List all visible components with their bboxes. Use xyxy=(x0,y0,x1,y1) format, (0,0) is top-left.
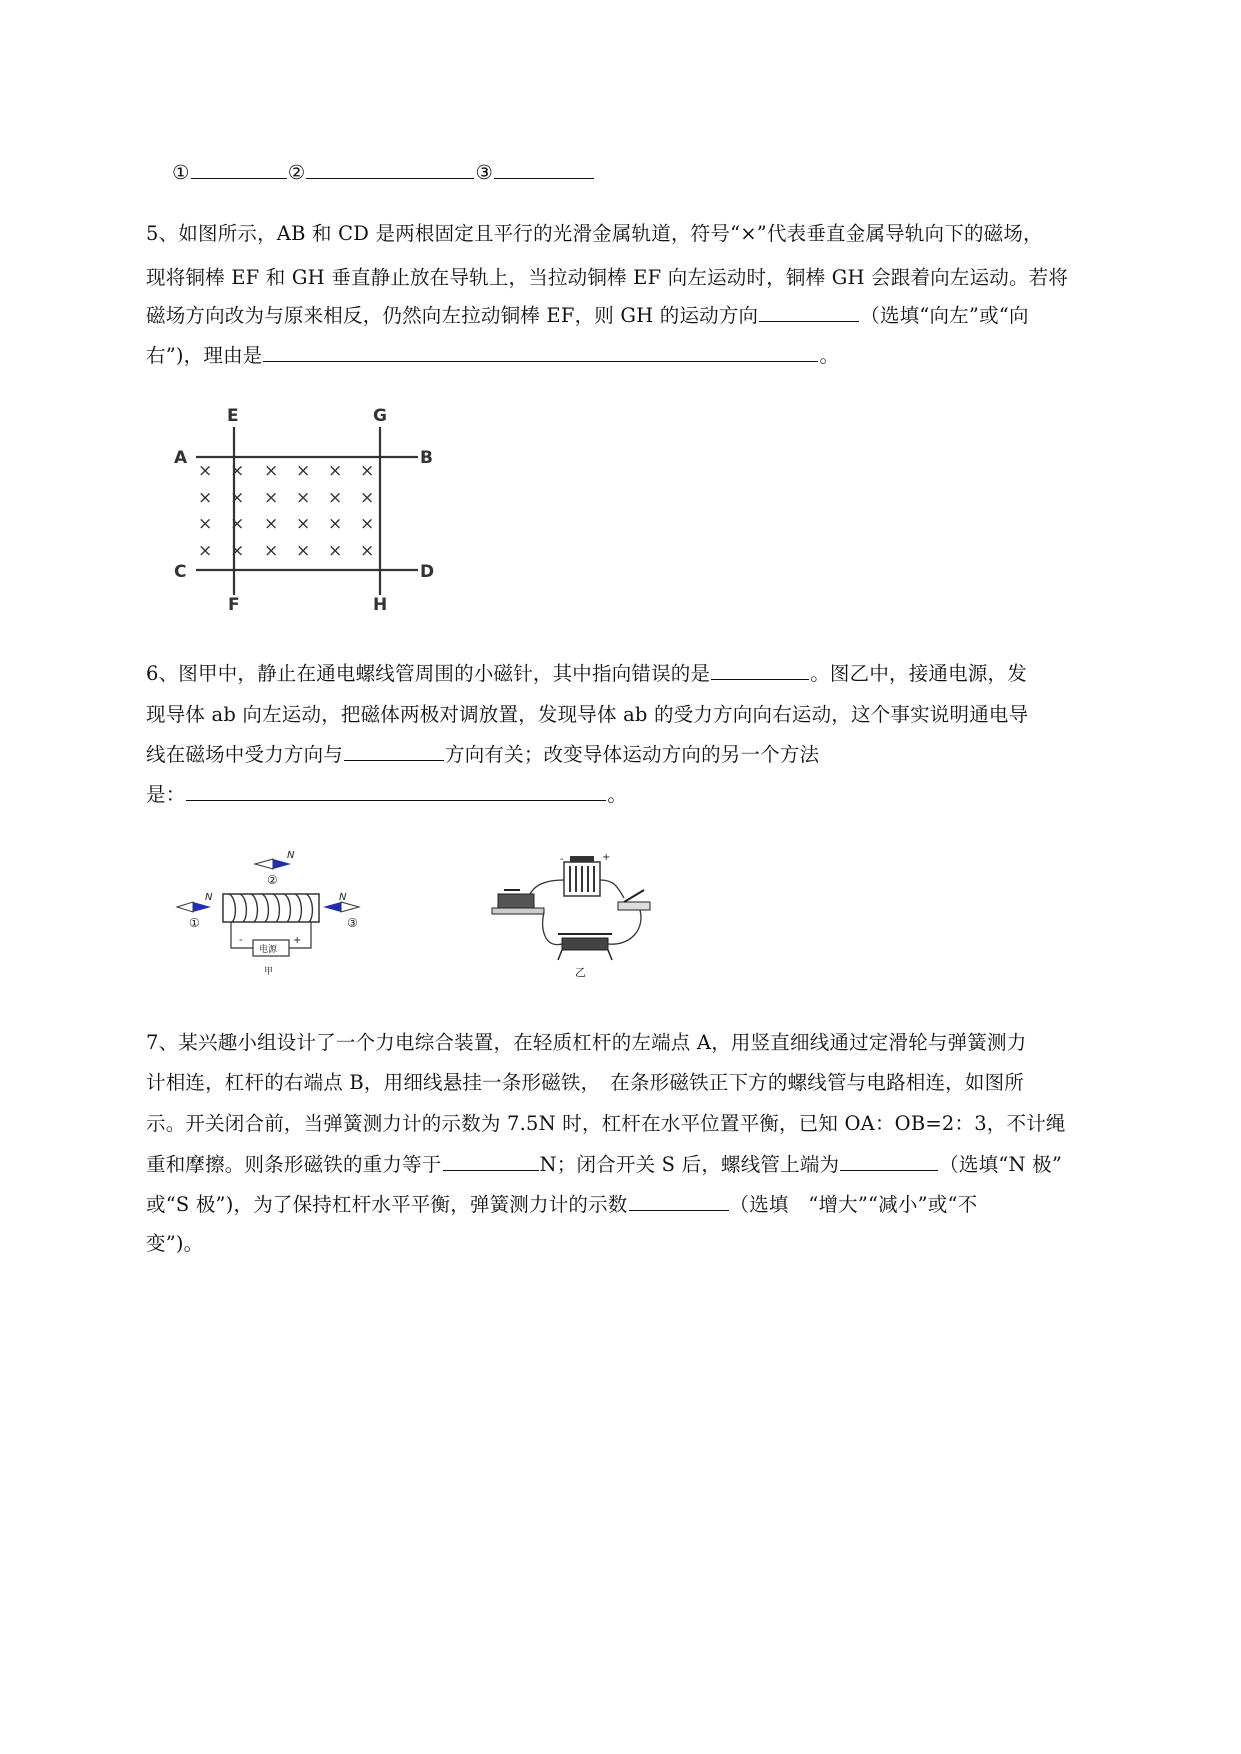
q6-line-3-text-b: 方向有关；改变导体运动方向的另一个方法 xyxy=(445,743,820,766)
power-source-label: 电源 xyxy=(259,945,278,955)
q4-circle-2: ② xyxy=(287,161,306,184)
q5-rail-figure xyxy=(168,405,448,615)
q7-line-5-text-a: 或“S 极”)，为了保持杠杆水平平衡，弹簧测力计的示数 xyxy=(146,1193,628,1216)
q6-line-3 xyxy=(146,742,819,767)
q7-blank-reading[interactable] xyxy=(629,1192,729,1211)
field-cross: × xyxy=(198,514,213,534)
field-cross: × xyxy=(230,461,245,481)
field-cross: × xyxy=(296,461,311,481)
battery-pack xyxy=(564,856,600,896)
minus-sign: - xyxy=(239,935,243,946)
compass-needle-1 xyxy=(177,902,211,912)
field-cross: × xyxy=(198,488,213,508)
q5-line-3 xyxy=(146,303,1029,328)
coil-loop xyxy=(306,894,312,922)
q5-line-3-text-b: （选填“向左”或“向 xyxy=(860,304,1029,327)
field-cross: × xyxy=(264,514,279,534)
q5-line-3-text-a: 磁场方向改为与原来相反，仍然向左拉动铜棒 EF，则 GH 的运动方向 xyxy=(146,304,759,327)
field-cross: × xyxy=(328,488,343,508)
q6-line-4 xyxy=(146,782,627,807)
field-cross: × xyxy=(296,488,311,508)
coil-loop xyxy=(295,894,301,922)
q7-line-5-text-b: （选填 “增大”“减小”或“不 xyxy=(729,1193,978,1216)
q5-blank-reason[interactable] xyxy=(263,343,818,362)
label-a: A xyxy=(174,448,188,468)
q4-answer-line xyxy=(172,160,595,185)
q7-line-4-text-c: （选填“N 极” xyxy=(939,1153,1063,1176)
q7-line-4 xyxy=(146,1152,1062,1177)
plus-sign: + xyxy=(293,935,302,946)
solenoid-coil xyxy=(229,894,312,922)
q7-blank-pole[interactable] xyxy=(840,1152,938,1171)
needle-1-mark: ① xyxy=(189,916,200,930)
q5-line-4 xyxy=(146,343,839,368)
q5-blank-direction[interactable] xyxy=(759,303,859,322)
label-c: C xyxy=(174,562,187,582)
field-cross: × xyxy=(230,488,245,508)
q7-line-4-text-a: 重和摩擦。则条形磁铁的重力等于 xyxy=(146,1153,442,1176)
q7-line-2: 计相连，杠杆的右端点 B，用细线悬挂一条形磁铁， 在条形磁铁正下方的螺线管与电路相连，如图所 xyxy=(146,1071,1024,1094)
needle-3-n: N xyxy=(339,892,347,903)
q6-blank-direction[interactable] xyxy=(344,742,444,761)
q6-figure-jia xyxy=(175,850,385,980)
q5-line-2: 现将铜棒 EF 和 GH 垂直静止放在导轨上，当拉动铜棒 EF 向左运动时，铜棒 GH 会跟着向左运动。若将 xyxy=(146,266,1069,289)
field-cross: × xyxy=(264,541,279,561)
label-e: E xyxy=(227,406,239,426)
q7-line-6: 变”)。 xyxy=(146,1232,204,1255)
q5-line-4-text-b: 。 xyxy=(819,344,840,367)
label-d: D xyxy=(420,562,435,582)
needle-2-mark: ② xyxy=(267,873,278,887)
compass-needle-3 xyxy=(323,902,359,912)
q6-line-4-text-a: 是： xyxy=(146,783,186,806)
coil-loop xyxy=(262,894,268,922)
q6-line-3-text-a: 线在磁场中受力方向与 xyxy=(146,743,344,766)
needle-2-n: N xyxy=(287,850,295,861)
rheostat xyxy=(492,890,544,914)
coil-loop xyxy=(251,894,257,922)
field-cross: × xyxy=(198,541,213,561)
coil-loop xyxy=(273,894,279,922)
figure-yi-caption: 乙 xyxy=(575,966,586,979)
q7-line-5 xyxy=(146,1192,977,1217)
q6-blank-wrong-needle[interactable] xyxy=(711,661,809,680)
battery-plus: + xyxy=(602,852,611,863)
coil-loop xyxy=(229,894,235,922)
q6-line-1-text-b: 。图乙中，接通电源，发 xyxy=(810,662,1027,685)
magnet-apparatus xyxy=(558,934,612,960)
label-h: H xyxy=(373,595,388,615)
q4-circle-1: ① xyxy=(172,161,190,184)
q4-blank-1[interactable] xyxy=(191,160,287,179)
q7-line-3: 示。开关闭合前，当弹簧测力计的示数为 7.5N 时，杠杆在水平位置平衡，已知 OA：OB=2：3，不计绳 xyxy=(146,1112,1066,1135)
field-cross: × xyxy=(328,541,343,561)
q5-line-4-text-a: 右”)，理由是 xyxy=(146,344,263,367)
field-cross: × xyxy=(264,461,279,481)
label-g: G xyxy=(373,406,387,426)
q7-line-1: 7、某兴趣小组设计了一个力电综合装置，在轻质杠杆的左端点 A，用竖直细线通过定滑轮与弹簧测力 xyxy=(146,1031,1027,1054)
coil-loop xyxy=(284,894,290,922)
field-cross: × xyxy=(296,514,311,534)
field-cross: × xyxy=(230,514,245,534)
q6-blank-method[interactable] xyxy=(186,782,606,801)
field-cross: × xyxy=(360,488,375,508)
needle-3-mark: ③ xyxy=(347,916,358,930)
q5-line-1: 5、如图所示，AB 和 CD 是两根固定且平行的光滑金属轨道，符号“×”代表垂直金属导轨向下的磁场， xyxy=(146,222,1043,245)
figure-jia-caption: 甲 xyxy=(264,967,274,977)
switch xyxy=(618,890,650,910)
coil-loop xyxy=(240,894,246,922)
q6-line-1-text-a: 6、图甲中，静止在通电螺线管周围的小磁针，其中指向错误的是 xyxy=(146,662,711,685)
q6-line-4-text-b: 。 xyxy=(607,783,628,806)
field-cross: × xyxy=(360,541,375,561)
needle-1-n: N xyxy=(205,892,213,903)
q4-circle-3: ③ xyxy=(475,161,494,184)
field-cross: × xyxy=(328,461,343,481)
field-cross: × xyxy=(360,461,375,481)
field-cross: × xyxy=(198,461,213,481)
field-cross: × xyxy=(296,541,311,561)
label-f: F xyxy=(228,595,240,615)
field-cross: × xyxy=(360,514,375,534)
field-cross: × xyxy=(230,541,245,561)
q4-blank-2[interactable] xyxy=(306,160,474,179)
q4-blank-3[interactable] xyxy=(494,160,594,179)
solenoid-core xyxy=(223,894,319,922)
label-b: B xyxy=(420,448,433,468)
q6-figure-yi xyxy=(490,850,670,980)
field-cross: × xyxy=(328,514,343,534)
q7-line-4-text-b: N；闭合开关 S 后，螺线管上端为 xyxy=(539,1153,840,1176)
field-cross: × xyxy=(264,488,279,508)
battery-minus: - xyxy=(560,854,564,865)
compass-needle-2 xyxy=(255,859,291,869)
q6-line-2: 现导体 ab 向左运动，把磁体两极对调放置，发现导体 ab 的受力方向向右运动，这个事实说明通电导 xyxy=(146,703,1029,726)
q7-blank-weight[interactable] xyxy=(443,1152,539,1171)
q6-line-1 xyxy=(146,661,1027,686)
